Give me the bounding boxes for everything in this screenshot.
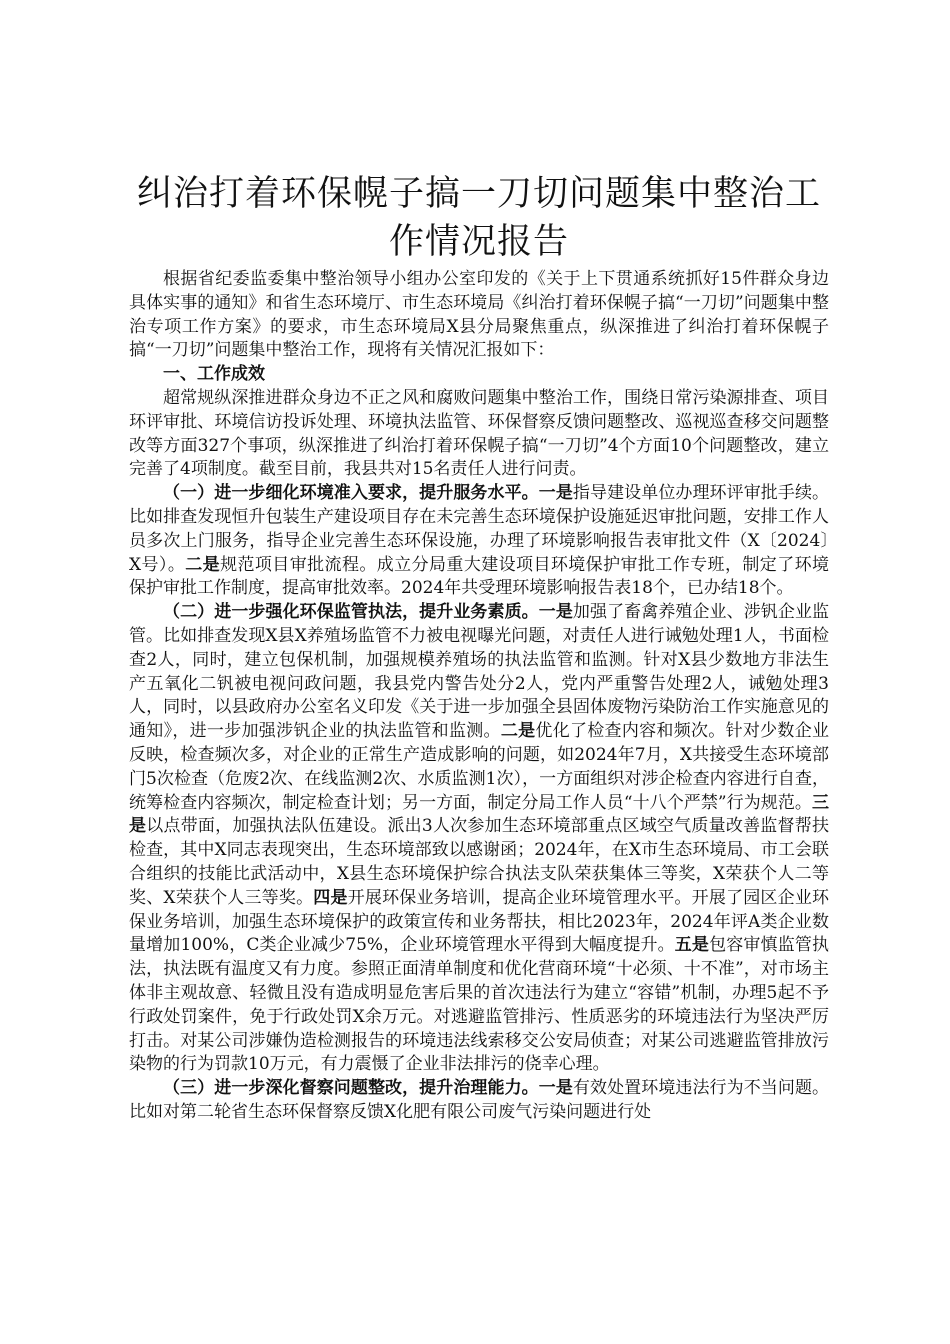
item-1-point-1-text: 指导建设单位办理环评审批手续。比如排查发现恒升包装生产建设项目存在未完善生态环境保护设施延迟审批问题，安排工作人员多次上门服务，指导企业完善生态环保设施，办理了环境影响报告表审批文件（X〔2024〕X号）。 [129,483,830,575]
item-1-point-1-label: 一是 [538,483,573,504]
item-2-point-4-text: 开展环保业务培训，提高企业环境管理水平。开展了园区企业环保业务培训，加强生态环境保护的政策宣传和业务帮扶，相比2023年，2024年评A类企业数量增加100%，C类企业减少75%，企业环境管理水平得到大幅度提升。 [129,887,830,956]
section-body-achievements: 超常规纵深推进群众身边不正之风和腐败问题集中整治工作，围绕日常污染源排查、项目环评审批、环境信访投诉处理、环境执法监管、环保督察反馈问题整改、巡视巡查移交问题整改等方面327个事项，纵深推进了纠治打着环保幌子搞“一刀切”4个方面10个问题整改，建立完善了4项制度。截至目前，我县共对15名责任人进行问责。 [129,387,829,480]
document-title: 纠治打着环保幌子搞一刀切问题集中整治工作情况报告 [136,174,821,262]
intro-paragraph: 根据省纪委监委集中整治领导小组办公室印发的《关于上下贯通系统抓好15件群众身边具体实事的通知》和省生态环境厅、市生态环境局《纠治打着环保幌子搞“一刀切”问题集中整治专项工作方案》的要求，市生态环境局X县分局聚焦重点，纵深推进了纠治打着环保幌子搞“一刀切”问题集中整治工作，现将有关情况汇报如下： [129,269,829,361]
item-2-point-1-text: 加强了畜禽养殖企业、涉钒企业监管。比如排查发现X县X养殖场监管不力被电视曝光问题，对责任人进行诫勉处理1人，书面检查2人，同时，建立包保机制，加强规模养殖场的执法监管和监测。针对X县少数地方非法生产五氧化二钒被电视问政问题，我县党内警告处分2人，党内严重警告处理2人，诫勉处理3人，同时，以县政府办公室名义印发《关于进一步加强全县固体废物污染防治工作实施意见的通知》，进一步加强涉钒企业的执法监管和监测。 [129,602,830,742]
item-2-point-5-text: 包容审慎监管执法，执法既有温度又有力度。参照正面清单制度和优化营商环境“十必须、十不准”，对市场主体非主观故意、轻微且没有造成明显危害后果的首次违法行为建立“容错”机制，办理5起不予行政处罚案件，免于行政处罚X余万元。对逃避监管排污、性质恶劣的环境违法行为坚决严厉打击。对某公司涉嫌伪造检测报告的环境违法线索移交公安局侦查；对某公司逃避监管排放污染物的行为罚款10万元，有力震慑了企业非法排污的侥幸心理。 [129,935,830,1075]
item-2-point-3-text: 以点带面，加强执法队伍建设。派出3人次参加生态环境部重点区域空气质量改善监督帮扶检查，其中X同志表现突出，生态环境部致以感谢函；2024年，在X市生态环境局、市工会联合组织的技能比武活动中，X县生态环境保护综合执法支队荣获集体三等奖，X荣获个人二等奖、X荣获个人三等奖。 [129,816,829,908]
item-2-point-2-text: 优化了检查内容和频次。针对少数企业反映，检查频次多，对企业的正常生产造成影响的问题，如2024年7月，X共接受生态环境部门5次检查（危废2次、在线监测2次、水质监测1次），一方面组织对涉企检查内容进行自查，统筹检查内容频次，制定检查计划；另一方面，制定分局工作人员“十八个严禁”行为规范。 [129,721,830,813]
item-3-title: （三）进一步深化督察问题整改，提升治理能力。 [163,1078,539,1099]
item-3-point-1-label: 一是 [538,1078,573,1099]
document-page [129,170,829,1125]
item-2-point-4-label: 四是 [313,887,348,908]
item-2-paragraph [129,601,829,1077]
item-1-paragraph [129,482,829,601]
section-heading-achievements: 一、工作成效 [163,364,265,385]
item-1-title: （一）进一步细化环境准入要求，提升服务水平。 [163,483,539,504]
item-2-title: （二）进一步强化环保监管执法，提升业务素质。 [163,602,539,623]
item-1-point-2-label: 二是 [185,554,221,575]
item-1-point-2-text: 规范项目审批流程。成立分局重大建设项目环境保护审批工作专班，制定了环境保护审批工作制度，提高审批效率。2024年共受理环境影响报告表18个，已办结18个。 [129,554,830,599]
item-3-paragraph [129,1077,829,1125]
item-2-point-2-label: 二是 [500,721,536,742]
item-2-point-3-label: 三是 [129,792,829,837]
item-2-point-5-label: 五是 [674,935,710,956]
item-2-point-1-label: 一是 [538,602,573,623]
item-3-point-1-text: 有效处置环境违法行为不当问题。比如对第二轮省生态环保督察反馈X化肥有限公司废气污染问题进行处 [129,1078,830,1122]
